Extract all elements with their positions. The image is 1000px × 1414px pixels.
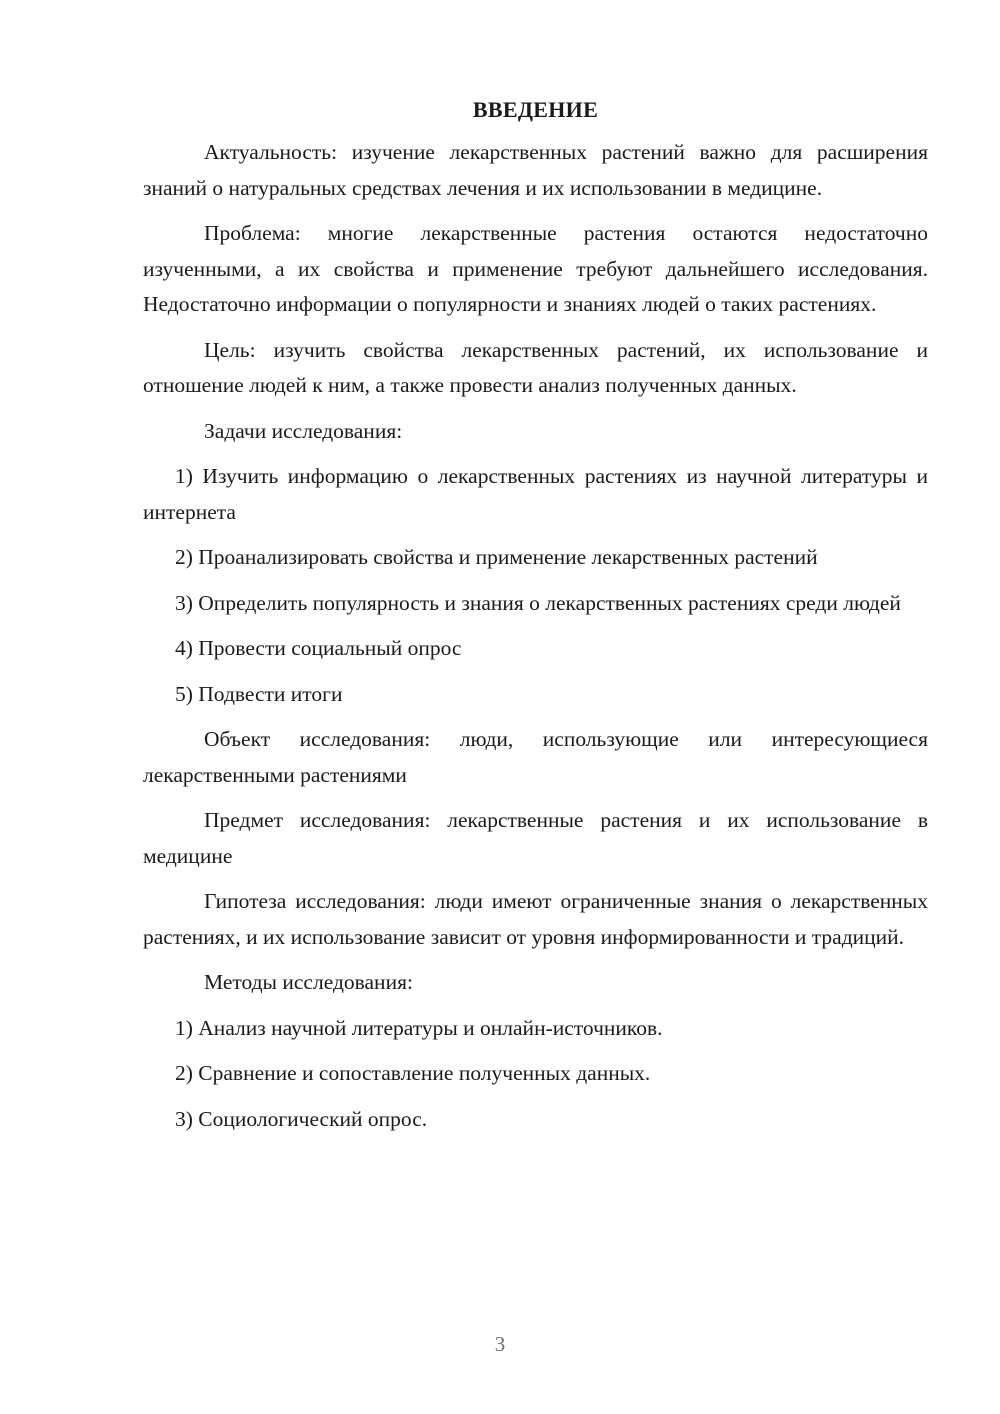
section-title: ВВЕДЕНИЕ: [472, 97, 599, 122]
page-number: 3: [494, 1332, 506, 1356]
subject-paragraph: Предмет исследования: лекарственные растения и их использование в медицине: [143, 808, 928, 868]
methods-heading: Методы исследования:: [204, 970, 413, 994]
task-item: 3) Определить популярность и знания о лекарственных растениях среди людей: [175, 590, 901, 615]
method-item: 2) Сравнение и сопоставление полученных данных.: [175, 1061, 651, 1085]
object-paragraph: Объект исследования: люди, использующие или интересующиеся лекарственными растениями: [143, 727, 928, 787]
task-item: 5) Подвести итоги: [175, 681, 343, 706]
task-item: 1) Изучить информацию о лекарственных растениях из научной литературы и интернета: [143, 464, 928, 524]
hypothesis-paragraph: Гипотеза исследования: люди имеют ограниченные знания о лекарственных растениях, и их использование зависит от уровня информированности и традиций.: [143, 889, 928, 949]
method-item: 3) Социологический опрос.: [175, 1106, 428, 1131]
method-item: 1) Анализ научной литературы и онлайн-источников.: [175, 1015, 663, 1040]
tasks-heading: Задачи исследования:: [204, 418, 403, 443]
goal-paragraph: Цель: изучить свойства лекарственных растений, их использование и отношение людей к ним, а также провести анализ полученных данных.: [143, 337, 928, 397]
task-item: 4) Провести социальный опрос: [175, 636, 462, 660]
actuality-paragraph: Актуальность: изучение лекарственных растений важно для расширения знаний о натуральных средствах лечения и их использовании в медицине.: [143, 140, 928, 200]
task-item: 2) Проанализировать свойства и применение лекарственных растений: [175, 545, 818, 569]
document-page: [143, 93, 928, 1147]
problem-paragraph: Проблема: многие лекарственные растения остаются недостаточно изученными, а их свойства и применение требуют дальнейшего исследования. Недостаточно информации о популярности и знаниях людей о таких растениях.: [143, 221, 928, 316]
